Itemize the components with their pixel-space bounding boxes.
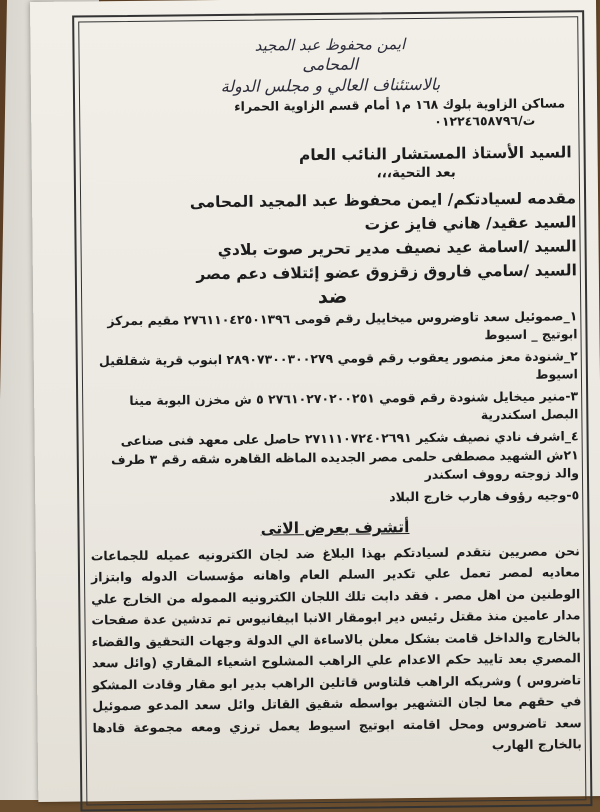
subject-heading: أتشرف بعرض الاتى	[260, 517, 410, 538]
complainant-1: مقدمه لسيادتكم/ ايمن محفوظ عبد المجيد المحامى	[189, 188, 577, 212]
document-content	[85, 16, 582, 801]
letterhead-name: ايمن محفوظ عبد المجيد	[254, 35, 406, 55]
accused-item: ٣-منير ميخايل شنودة رقم قومي ٢٧٦١٠٢٧٠٢٠٠٢٥١ ٥ ش مخزن البوبة مينا البصل اسكندرية	[129, 388, 579, 423]
addressee: السيد الأستاذ المستشار النائب العام	[298, 143, 572, 164]
accused-item: ٢_شنودة معز منصور يعقوب رقم قومي ٢٨٩٠٧٣٠٠٣٠٠٢٧٩ ابنوب قرية شقلقيل اسيوط	[98, 348, 579, 382]
complaint-body-text: نحن مصريين نتقدم لسيادتكم بهذا البلاغ ضد لجان الكترونيه عميله للجماعات معاديه لمصر تعمل علي تكدير السلم العام واهانه مؤسسات الدوله وابتزاز الوطنين من اهل مصر . فقد دابت تلك اللجان الكترونيه المموله من الخارج علي مدار عامين منذ مقتل رئيس دير ابومقار الانبا ابيفانيوس تم تدشين عدة صفحات بالخارج والداخل قامت بشكل معلن بالاساءة الي الدولة وجهات التحقيق والقضاء المصري بعد تاييد حكم الاعدام علي الراهب المشلوح اشعياء المقاري (وائل سعد تاضروس ) وشريكه الراهب فلتاوس قاتلين الراهب بدير ابو مقار وقادت المشكو في حقهم معا لجان التشهير بواسطه شقيق القاتل وائل سعد المدعو صموئيل سعد تاضروس ومحل اقامته ابوتيج اسيوط يعمل ترزي ومعه مجموعة قادها بالخارج الهارب	[90, 543, 582, 753]
letterhead-profession: المحامى	[302, 54, 359, 74]
accused-item: ١_صموئيل سعد تاوضروس ميخاييل رقم قومى ٢٧٦١١٠٤٢٥٠١٣٩٦ مقيم بمركز ابوتيج _ اسيوط	[107, 307, 578, 343]
letterhead-phone: ت/٠١٢٢٤٦٥٨٧٩٦	[434, 112, 536, 129]
greeting: بعد التحية،،،	[376, 164, 456, 182]
complainant-4: السيد /سامي فاروق زقزوق عضو إئتلاف دعم مصر	[196, 260, 577, 283]
against-heading: ضد	[317, 285, 348, 308]
letterhead-courts: بالاستئناف العالي و مجلس الدولة	[220, 74, 441, 97]
complainant-2: السيد عقيد/ هاني فايز عزت	[364, 212, 577, 234]
accused-item: ٤_اشرف نادي نصيف شكير ٢٧١١١٠٧٢٤٠٢٦٩١ حاصل على معهد فنى صناعى ٢١ش الشهيد مصطفى حلمى مصر الجديده الماظه القاهره شقه رقم ٣ طرف والد زوجته رووف اسكندر	[111, 428, 580, 482]
accused-item: ٥-وجيه رؤوف هارب خارج البلاد	[389, 487, 580, 505]
letterhead-address: مساكن الزاوية بلوك ١٦٨ م١ أمام قسم الزاوية الحمراء	[234, 95, 566, 114]
complainant-3: السيد /اسامة عيد نصيف مدير تحرير صوت بلادي	[217, 236, 577, 259]
complaint-document-page	[30, 0, 600, 802]
